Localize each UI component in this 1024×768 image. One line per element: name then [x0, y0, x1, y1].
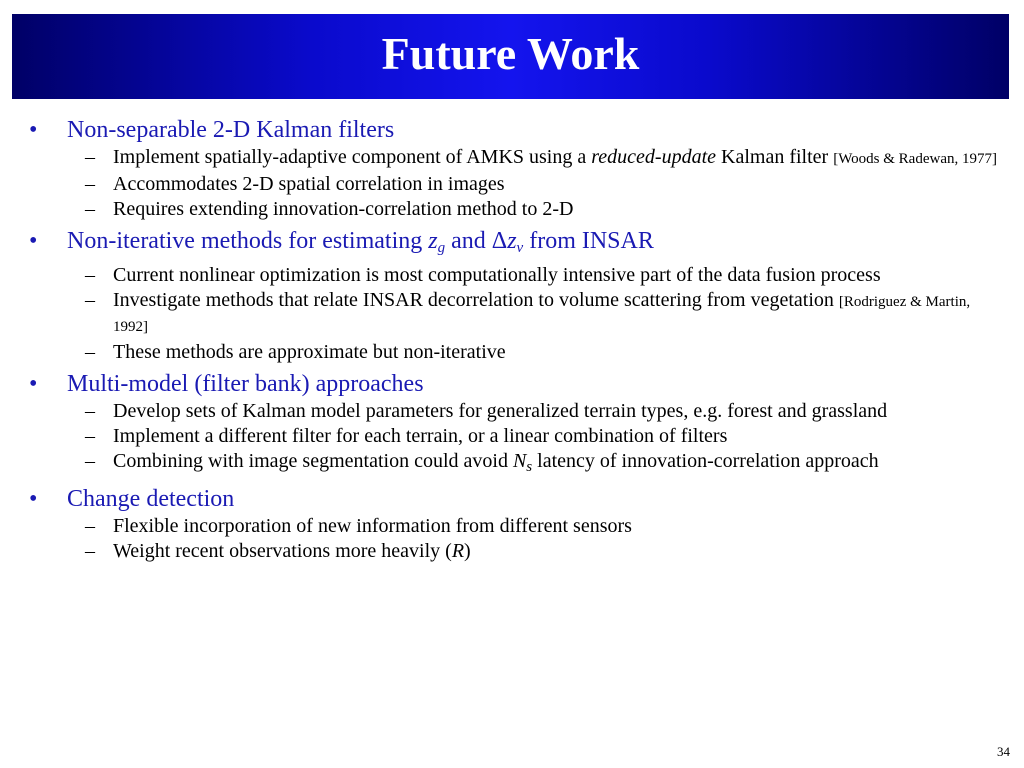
emphasis-text: reduced-update: [591, 146, 717, 168]
sub-item-text: Develop sets of Kalman model parameters for generalized terrain types, e.g. forest and grassland: [113, 400, 888, 422]
sub-item: [0, 400, 1024, 423]
bullet-heading: Non-separable 2-D Kalman filters: [67, 117, 395, 143]
dash-icon: –: [85, 400, 95, 422]
slide-content: [0, 116, 1024, 563]
bullet-icon: •: [29, 371, 38, 397]
sub-item-text: latency of innovation-correlation approach: [532, 450, 879, 472]
sub-item-text: Current nonlinear optimization is most computationally intensive part of the data fusion process: [113, 264, 881, 286]
dash-icon: –: [85, 450, 95, 472]
bullet-heading: Change detection: [67, 486, 235, 512]
bullet-icon: •: [29, 117, 38, 143]
bullet-heading: from INSAR: [523, 228, 654, 254]
math-variable: N: [512, 450, 527, 472]
dash-icon: –: [85, 425, 95, 447]
sub-item-text: ): [464, 540, 471, 562]
sub-item: [0, 515, 1024, 538]
sub-item-text: Kalman filter: [716, 146, 834, 168]
sub-item: [0, 198, 1024, 221]
dash-icon: –: [85, 515, 95, 537]
sub-item-text: Implement spatially-adaptive component of AMKS using a: [113, 146, 592, 168]
sub-item: [0, 540, 1024, 563]
bullet-heading: Multi-model (filter bank) approaches: [67, 371, 424, 397]
bullet-icon: •: [29, 486, 38, 512]
sub-item-text: Requires extending innovation-correlation method to 2-D: [113, 198, 574, 220]
page-number: 34: [997, 744, 1010, 759]
math-variable: z: [507, 228, 517, 254]
dash-icon: –: [85, 289, 95, 311]
sub-item: [0, 173, 1024, 196]
sub-item: [0, 289, 1024, 339]
bullet-multimodel: [0, 370, 1024, 398]
slide-title: Future Work: [381, 28, 640, 79]
sub-item: [0, 425, 1024, 448]
dash-icon: –: [85, 540, 95, 562]
math-variable: z: [428, 228, 438, 254]
dash-icon: –: [85, 341, 95, 363]
sub-item-text: These methods are approximate but non-iterative: [113, 341, 506, 363]
math-variable: R: [451, 540, 465, 562]
delta-symbol: Δ: [491, 228, 508, 254]
sub-item: [0, 146, 1024, 171]
sub-item: [0, 264, 1024, 287]
sub-item-text: Combining with image segmentation could avoid: [113, 450, 513, 472]
math-subscript: g: [437, 240, 446, 256]
title-bar: [12, 14, 1009, 99]
bullet-change-detection: [0, 485, 1024, 513]
bullet-icon: •: [29, 228, 38, 254]
sub-item-text: Flexible incorporation of new information from different sensors: [113, 515, 632, 537]
math-subscript: v: [516, 240, 524, 256]
dash-icon: –: [85, 146, 95, 168]
dash-icon: –: [85, 173, 95, 195]
bullet-heading: and: [445, 228, 492, 254]
bullet-noniterative-methods: [0, 227, 1024, 262]
sub-item-text: Implement a different filter for each terrain, or a linear combination of filters: [113, 425, 728, 447]
sub-item: [0, 341, 1024, 364]
dash-icon: –: [85, 198, 95, 220]
sub-item-text: Weight recent observations more heavily (: [113, 540, 452, 562]
sub-item: [0, 450, 1024, 479]
bullet-heading: Non-iterative methods for estimating: [67, 228, 429, 254]
sub-item-text: Investigate methods that relate INSAR decorrelation to volume scattering from vegetation: [113, 289, 839, 311]
sub-item-text: Accommodates 2-D spatial correlation in images: [113, 173, 505, 195]
citation: [Woods & Radewan, 1977]: [833, 151, 997, 167]
dash-icon: –: [85, 264, 95, 286]
bullet-nonseparable-kalman: [0, 116, 1024, 144]
citation: [Rodriguez & Martin, 1992]: [113, 294, 971, 335]
math-subscript: s: [526, 459, 533, 475]
